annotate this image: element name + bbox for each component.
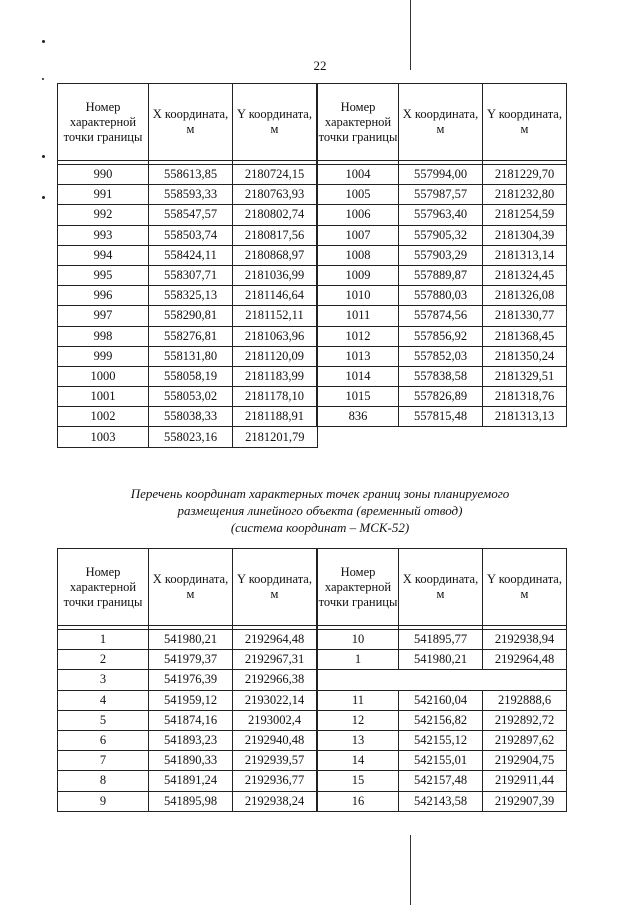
table-cell: 12 <box>317 710 399 730</box>
table-cell: 558053,02 <box>149 387 233 407</box>
table-cell: 541980,21 <box>149 630 233 650</box>
table-cell: 558038,33 <box>149 407 233 427</box>
header-point: Номер характерной точки границы <box>317 84 399 161</box>
table-row <box>58 407 567 427</box>
table-cell: 1002 <box>58 407 149 427</box>
table-cell: 541980,21 <box>399 650 483 670</box>
table-cell: 1012 <box>317 326 399 346</box>
table-cell: 2181254,59 <box>483 205 567 225</box>
table-cell: 15 <box>317 771 399 791</box>
table-row <box>58 751 567 771</box>
table-cell: 11 <box>317 690 399 710</box>
table-cell: 836 <box>317 407 399 427</box>
table-cell: 558290,81 <box>149 306 233 326</box>
header-y: Y координата, м <box>233 84 318 161</box>
table-cell: 999 <box>58 346 149 366</box>
table-cell: 2181036,99 <box>233 265 318 285</box>
table-cell: 2192964,48 <box>233 630 318 650</box>
table-row <box>58 366 567 386</box>
table-row <box>58 205 567 225</box>
caption-line-1: Перечень координат характерных точек границ зоны планируемого <box>130 486 510 501</box>
table-cell: 2181188,91 <box>233 407 318 427</box>
empty-cell <box>399 670 483 690</box>
table-cell: 558325,13 <box>149 286 233 306</box>
table-cell: 4 <box>58 690 149 710</box>
table-cell: 542156,82 <box>399 710 483 730</box>
table-cell: 8 <box>58 771 149 791</box>
table-cell: 2181368,45 <box>483 326 567 346</box>
table-cell: 991 <box>58 185 149 205</box>
caption-line-2: размещения линейного объекта (временный отвод) <box>177 503 463 518</box>
table-cell: 2181152,11 <box>233 306 318 326</box>
table-cell: 2181330,77 <box>483 306 567 326</box>
table-cell: 1004 <box>317 165 399 185</box>
table-cell: 541895,77 <box>399 630 483 650</box>
table-cell: 541891,24 <box>149 771 233 791</box>
empty-cell <box>399 427 483 447</box>
table-cell: 2 <box>58 650 149 670</box>
binding-line-bottom <box>410 835 411 905</box>
table-row <box>58 771 567 791</box>
table-cell: 2181201,79 <box>233 427 318 447</box>
table-cell: 557880,03 <box>399 286 483 306</box>
table-row <box>58 346 567 366</box>
coordinates-table-1 <box>57 83 567 448</box>
header-y: Y координата, м <box>483 84 567 161</box>
header-y: Y координата, м <box>483 549 567 626</box>
table-cell: 557889,87 <box>399 265 483 285</box>
table-row <box>58 791 567 811</box>
table-cell: 7 <box>58 751 149 771</box>
empty-cell <box>317 670 399 690</box>
table-cell: 557905,32 <box>399 225 483 245</box>
table-cell: 998 <box>58 326 149 346</box>
empty-cell <box>483 670 567 690</box>
header-x: X координата, м <box>149 549 233 626</box>
table-cell: 557856,92 <box>399 326 483 346</box>
table-cell: 2181318,76 <box>483 387 567 407</box>
coordinates-table-2 <box>57 548 567 812</box>
table-cell: 2181232,80 <box>483 185 567 205</box>
table-row <box>58 650 567 670</box>
table-cell: 9 <box>58 791 149 811</box>
header-x: X координата, м <box>149 84 233 161</box>
table-cell: 557963,40 <box>399 205 483 225</box>
table-cell: 557994,00 <box>399 165 483 185</box>
table-cell: 558593,33 <box>149 185 233 205</box>
table-cell: 2181313,13 <box>483 407 567 427</box>
table-row <box>58 630 567 650</box>
table-row <box>58 306 567 326</box>
table-cell: 2192964,48 <box>483 650 567 670</box>
table-cell: 1006 <box>317 205 399 225</box>
table-cell: 2192907,39 <box>483 791 567 811</box>
table-cell: 2181146,64 <box>233 286 318 306</box>
table-cell: 3 <box>58 670 149 690</box>
table-row <box>58 690 567 710</box>
table-cell: 2181120,09 <box>233 346 318 366</box>
table-cell: 557815,48 <box>399 407 483 427</box>
table-cell: 14 <box>317 751 399 771</box>
table-cell: 1 <box>58 630 149 650</box>
table-cell: 558276,81 <box>149 326 233 346</box>
table-cell: 1009 <box>317 265 399 285</box>
table-cell: 541976,39 <box>149 670 233 690</box>
table-row <box>58 165 567 185</box>
margin-mark <box>42 196 45 199</box>
table-cell: 995 <box>58 265 149 285</box>
margin-mark <box>42 155 45 158</box>
header-point: Номер характерной точки границы <box>58 84 149 161</box>
table-cell: 6 <box>58 730 149 750</box>
table-cell: 1 <box>317 650 399 670</box>
table-cell: 541874,16 <box>149 710 233 730</box>
table-cell: 558131,80 <box>149 346 233 366</box>
table-cell: 13 <box>317 730 399 750</box>
table-row <box>58 730 567 750</box>
table-cell: 2180724,15 <box>233 165 318 185</box>
table-cell: 1008 <box>317 245 399 265</box>
table-cell: 2180802,74 <box>233 205 318 225</box>
table-cell: 2181304,39 <box>483 225 567 245</box>
table-cell: 1007 <box>317 225 399 245</box>
table-cell: 997 <box>58 306 149 326</box>
table-cell: 990 <box>58 165 149 185</box>
table-row <box>58 710 567 730</box>
table-cell: 558503,74 <box>149 225 233 245</box>
table-cell: 558424,11 <box>149 245 233 265</box>
table-cell: 541979,37 <box>149 650 233 670</box>
table-cell: 2192938,94 <box>483 630 567 650</box>
table-cell: 2192911,44 <box>483 771 567 791</box>
table-cell: 2193002,4 <box>233 710 318 730</box>
table-cell: 2181329,51 <box>483 366 567 386</box>
table-cell: 992 <box>58 205 149 225</box>
table-cell: 557874,56 <box>399 306 483 326</box>
table-cell: 2192940,48 <box>233 730 318 750</box>
table-cell: 2180817,56 <box>233 225 318 245</box>
table-cell: 2192938,24 <box>233 791 318 811</box>
table-cell: 542143,58 <box>399 791 483 811</box>
table-cell: 541893,23 <box>149 730 233 750</box>
table-cell: 542155,01 <box>399 751 483 771</box>
table-cell: 557838,58 <box>399 366 483 386</box>
table-cell: 2193022,14 <box>233 690 318 710</box>
table-cell: 2181350,24 <box>483 346 567 366</box>
table-row <box>58 326 567 346</box>
table-cell: 2181313,14 <box>483 245 567 265</box>
table-cell: 557903,29 <box>399 245 483 265</box>
table-cell: 2192892,72 <box>483 710 567 730</box>
table-cell: 993 <box>58 225 149 245</box>
table-cell: 996 <box>58 286 149 306</box>
header-point: Номер характерной точки границы <box>58 549 149 626</box>
table-cell: 16 <box>317 791 399 811</box>
table-cell: 542157,48 <box>399 771 483 791</box>
table-cell: 1013 <box>317 346 399 366</box>
header-x: X координата, м <box>399 84 483 161</box>
table-cell: 2192967,31 <box>233 650 318 670</box>
table-cell: 1015 <box>317 387 399 407</box>
page-number: 22 <box>313 58 327 73</box>
header-y: Y координата, м <box>233 549 318 626</box>
table-cell: 541895,98 <box>149 791 233 811</box>
header-point: Номер характерной точки границы <box>317 549 399 626</box>
table-cell: 2181178,10 <box>233 387 318 407</box>
table-cell: 558058,19 <box>149 366 233 386</box>
table-cell: 2192897,62 <box>483 730 567 750</box>
caption-line-3: (система координат – МСК-52) <box>230 520 410 535</box>
table-row <box>58 670 567 690</box>
table-cell: 2180763,93 <box>233 185 318 205</box>
table-cell: 557987,57 <box>399 185 483 205</box>
table-cell: 2192966,38 <box>233 670 318 690</box>
table-cell: 542155,12 <box>399 730 483 750</box>
table-cell: 557826,89 <box>399 387 483 407</box>
table-cell: 541890,33 <box>149 751 233 771</box>
table-cell: 1014 <box>317 366 399 386</box>
table-row <box>58 225 567 245</box>
table-cell: 994 <box>58 245 149 265</box>
margin-mark <box>42 78 44 80</box>
table-row <box>58 245 567 265</box>
table-cell: 2192904,75 <box>483 751 567 771</box>
table-cell: 557852,03 <box>399 346 483 366</box>
table-cell: 542160,04 <box>399 690 483 710</box>
table-cell: 1010 <box>317 286 399 306</box>
table-row <box>58 185 567 205</box>
table-cell: 1011 <box>317 306 399 326</box>
table-cell: 2181326,08 <box>483 286 567 306</box>
table-cell: 1001 <box>58 387 149 407</box>
table-cell: 558613,85 <box>149 165 233 185</box>
table-row <box>58 265 567 285</box>
table-cell: 2192936,77 <box>233 771 318 791</box>
table-cell: 2181063,96 <box>233 326 318 346</box>
table-cell: 2181229,70 <box>483 165 567 185</box>
table-caption <box>0 485 640 536</box>
table-cell: 2180868,97 <box>233 245 318 265</box>
header-x: X координата, м <box>399 549 483 626</box>
table-cell: 541959,12 <box>149 690 233 710</box>
table-cell: 2181183,99 <box>233 366 318 386</box>
table-row <box>58 286 567 306</box>
table-cell: 2192888,6 <box>483 690 567 710</box>
table-cell: 558023,16 <box>149 427 233 447</box>
table-cell: 2181324,45 <box>483 265 567 285</box>
table-row <box>58 387 567 407</box>
table-cell: 1000 <box>58 366 149 386</box>
table-cell: 558547,57 <box>149 205 233 225</box>
table-cell: 558307,71 <box>149 265 233 285</box>
empty-cell <box>483 427 567 447</box>
table-cell: 10 <box>317 630 399 650</box>
empty-cell <box>317 427 399 447</box>
table-row <box>58 427 567 447</box>
table-cell: 1005 <box>317 185 399 205</box>
table-cell: 1003 <box>58 427 149 447</box>
table-cell: 5 <box>58 710 149 730</box>
table-cell: 2192939,57 <box>233 751 318 771</box>
margin-mark <box>42 40 45 43</box>
